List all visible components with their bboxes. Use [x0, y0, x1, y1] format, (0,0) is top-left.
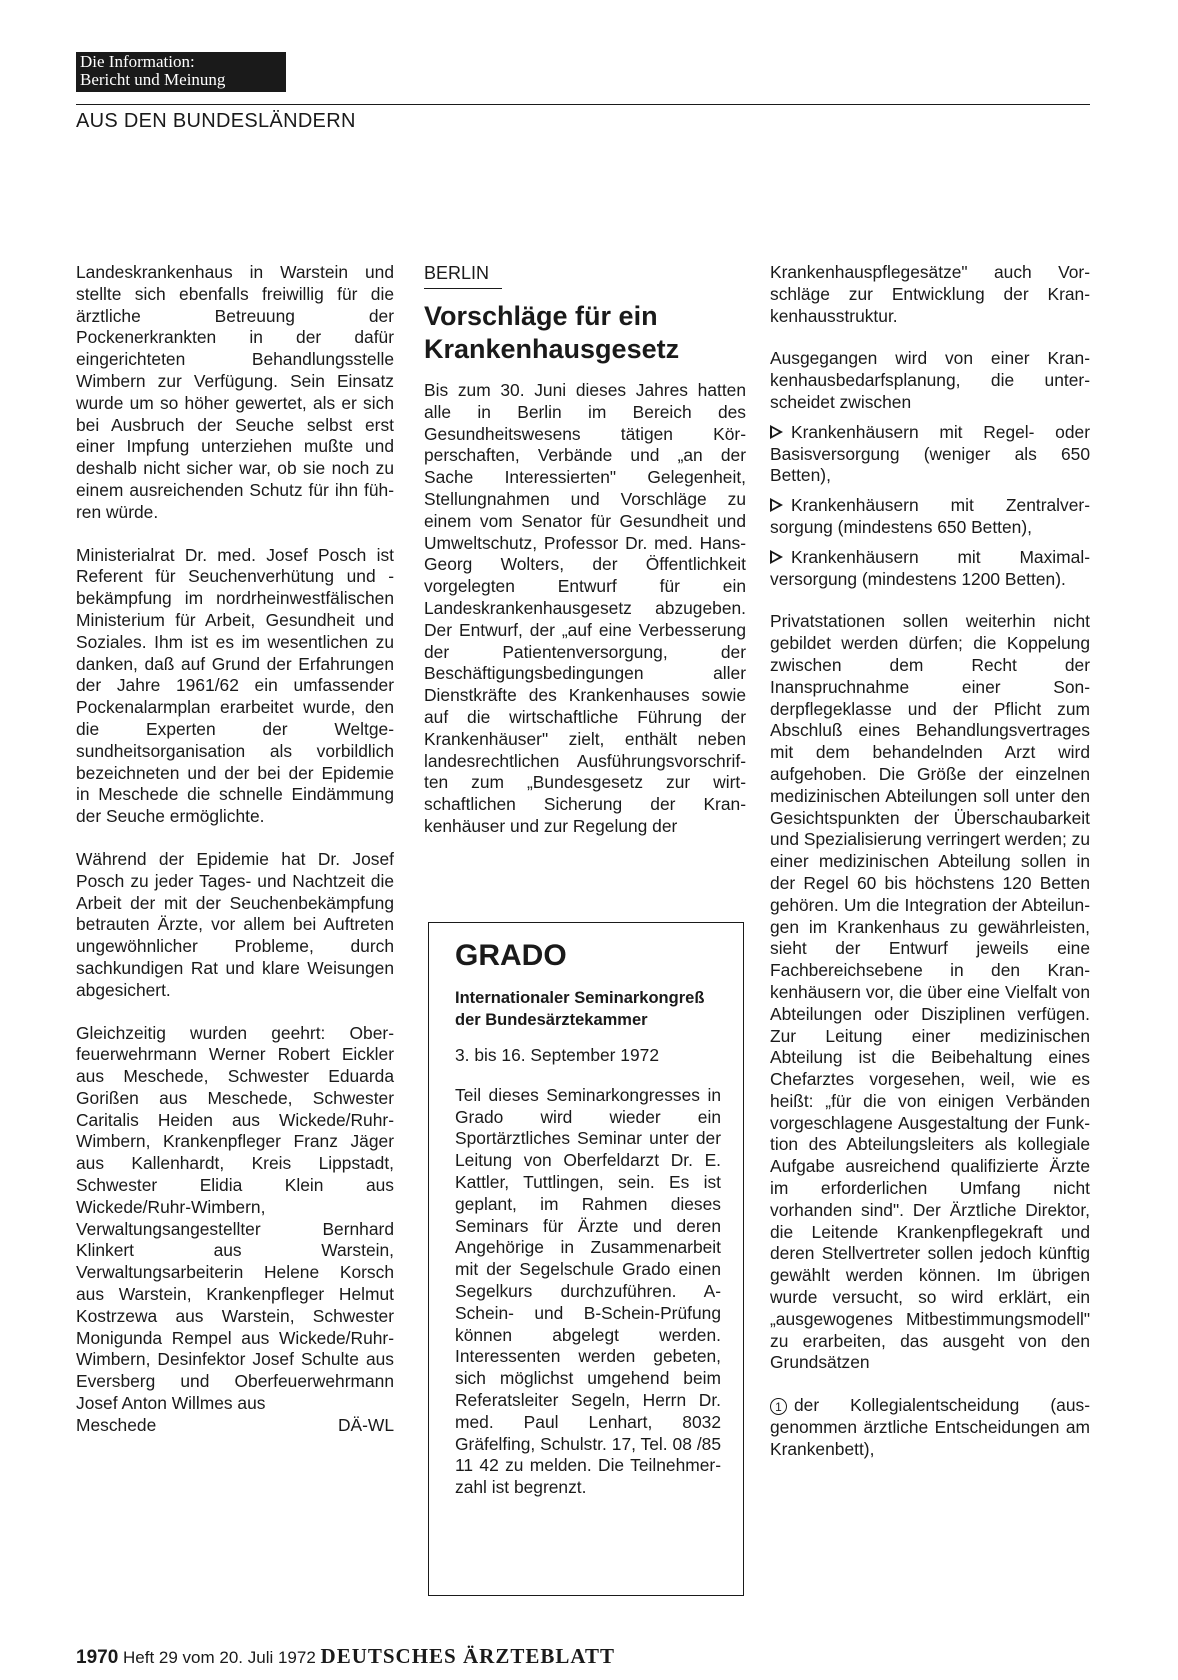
journal-name: DEUTSCHES ÄRZTEBLATT	[320, 1644, 615, 1668]
page-number: 1970	[76, 1647, 119, 1668]
column-3	[770, 262, 1090, 1482]
issue-info: Heft 29 vom 20. Juli 1972	[123, 1648, 316, 1667]
triangle-bullet-icon	[770, 498, 783, 512]
grado-notice-box	[428, 922, 744, 1596]
box-title: GRADO	[455, 939, 567, 972]
paragraph: Gleichzeitig wurden geehrt: Oberfeuerwehrmann Werner Robert Eickler aus Meschede, Schwester Eduarda Gorißen aus Meschede, Schwester Caritalis Heiden aus Wickede/Ruhr-Wimbern, Krankenpfleger Franz Jäger aus Kallenhardt, Kreis Lippstadt, Schwester Elidia Klein aus Wickede/Ruhr-Wimbern, Verwaltungsangestellter Bernhard Klinkert aus Warstein, Verwaltungsarbeiterin Helene Korsch aus Warstein, Krankenpfleger Helmut Kostrzewa aus Warstein, Schwester Monigunda Rempel aus Wickede/Ruhr-Wimbern, Desinfektor Josef Schulte aus Eversberg und Oberfeuerwehrmann Josef Anton Willmes aus	[76, 1022, 394, 1414]
bullet-text: Krankenhäusern mit Zentralversorgung (mindestens 650 Betten),	[770, 495, 1090, 537]
rubric-line-1: Die Information:	[80, 52, 195, 71]
column-2	[424, 262, 746, 859]
box-date: 3. bis 16. September 1972	[455, 1045, 659, 1065]
paragraph: Ministerialrat Dr. med. Josef Posch ist Referent für Seuchenverhütung und -bekämpfung im nordrheinwestfälischen Ministerium für Arbeit, Gesundheit und Soziales. Ihm ist es im wesentlichen zu danken, daß auf Grund der Erfahrungen der Jahre 1961/62 ein umfassender Pockenalarmplan erarbeitet wurde, den die Experten der Weltgesundheitsorganisation als vorbildlich bezeichneten und der bei der Epidemie in Meschede die schnelle Eindämmung der Seuche ermöglichte.	[76, 544, 394, 827]
article-headline: Vorschläge für ein Krankenhausgesetz	[424, 301, 680, 364]
numbered-item	[770, 1395, 1090, 1460]
kicker-rule	[424, 288, 502, 289]
rubric-line-2: Bericht und Meinung	[80, 70, 226, 89]
rubric-badge	[76, 52, 286, 92]
box-text: Teil dieses Seminarkongresses in Grado wird wieder ein Sportärztliches Seminar unter der Leitung von Oberfeldarzt Dr. E. Kattler, Tuttlingen, sein. Es ist geplant, im Rahmen dieses Seminars für Ärzte und deren Angehörige in Zusammenarbeit mit der Segelschule Grado einen Segelkurs durchzuführen. A-Schein- und B-Schein-Prüfung können abgelegt werden. Interessenten werden gebeten, sich möglichst umgehend beim Referatsleiter Segeln, Herrn Dr. med. Paul Lenhart, 8032 Gräfelfing, Schulstr. 17, Tel. 08 /85 11 42 zu melden. Die Teilnehmerzahl ist begrenzt.	[455, 1084, 721, 1498]
bullet-item	[770, 547, 1090, 591]
triangle-bullet-icon	[770, 425, 783, 439]
box-subtitle: Internationaler Seminarkongreß der Bundesärztekammer	[455, 989, 705, 1029]
paragraph: Krankenhauspflegesätze" auch Vorschläge zur Entwicklung der Krankenhausstruktur.	[770, 262, 1090, 326]
region-kicker: BERLIN	[424, 263, 490, 283]
paragraph: Während der Epidemie hat Dr. Josef Posch zu jeder Tages- und Nachtzeit die Arbeit der mit der Seuchenbekämpfung betrauten Ärzte, vor allem bei Auftreten ungewöhnlicher Probleme, durch sachkundigen Rat und klare Weisungen abgesichert.	[76, 848, 394, 1000]
section-title: AUS DEN BUNDESLÄNDERN	[76, 110, 356, 132]
paragraph: Landeskrankenhaus in Warstein und stellte sich ebenfalls freiwillig für die ärztliche Betreuung der Pockenerkrankten in der dafür eingerichteten Behandlungsstelle Wimbern zur Verfügung. Sein Einsatz wurde um so höher gewertet, als er sich bei Ausbruch der Seuche selbst erst einer Impfung unterziehen mußte und deshalb nicht sicher war, ob sie noch zu einem ausreichenden Schutz für ihn führen würde.	[76, 262, 394, 522]
bullet-text: Krankenhäusern mit Regel- oder Basisversorgung (weniger als 650 Betten),	[770, 421, 1090, 486]
circled-number-icon: 1	[770, 1398, 787, 1415]
bullet-item	[770, 495, 1090, 539]
paragraph: Ausgegangen wird von einer Krankenhausbedarfsplanung, die unterscheidet zwischen	[770, 348, 1090, 412]
header-rule	[76, 104, 1090, 105]
last-word: Meschede	[76, 1414, 157, 1435]
author-abbreviation: DÄ-WL	[337, 1414, 394, 1435]
triangle-bullet-icon	[770, 550, 783, 564]
paragraph: Bis zum 30. Juni dieses Jahres hatten alle in Berlin im Bereich des Gesundheitswesens tätigen Körperschaften, Verbände und „an der Sache Interessierten" Gelegenheit, Stellungnahmen und Vorschläge zu einem vom Senator für Gesundheit und Umweltschutz, Professor Dr. med. Hans-Georg Wolters, der Öffentlichkeit vorgelegten Entwurf für ein Landeskrankenhausgesetz abzugeben. Der Entwurf, der „auf eine Verbesserung der Patientenversorgung, der Beschäftigungsbedingungen aller Dienstkräfte des Krankenhauses sowie auf die wirtschaftliche Führung der Krankenhäuser" zielt, enthält neben landesrechtlichen Ausführungsvorschriften zum „Bundesgesetz zur wirtschaftlichen Sicherung der Krankenhäuser und zur Regelung der	[424, 380, 746, 836]
paragraph: Privatstationen sollen weiterhin nicht gebildet werden dürfen; die Koppelung zwischen dem Recht der Inanspruchnahme einer Sonderpflegeklasse und der Pflicht zum Abschluß eines Behandlungsvertrages mit dem behandelnden Arzt wird aufgehoben. Die Größe der einzelnen medizinischen Abteilungen soll unter den Gesichtspunkten der Überschaubarkeit und Spezialisierung verringert werden; zu einer medizinischen Abteilung sollen in der Regel 60 bis höchstens 120 Betten gehören. Um die Integration der Abteilungen im Krankenhaus zu gewährleisten, sieht der Entwurf jeweils eine Fachbereichsebene in den Krankenhäusern vor, die über eine Vielfalt von Abteilungen oder Disziplinen verfügen. Zur Leitung einer medizinischen Abteilung ist die Beibehaltung eines Chefarztes vorgesehen, weil, wie es heißt: „für die von einigen Verbänden vorgeschlagene Ausgestaltung der Funktion des Abteilungsleiters als kollegiale Aufgabe ausreichend qualifizierte Ärzte im erforderlichen Umfang nicht vorhanden sind". Der Ärztliche Direktor, die Leitende Krankenpflegekraft und deren Stellvertreter sollen jedoch künftig gewählt werden können. Im übrigen wurde versucht, so wird erklärt, ein „ausgewogenes Mitbestimmungsmodell" zu erarbeiten, das ausgeht von den Grundsätzen	[770, 611, 1090, 1373]
page-footer	[76, 1644, 615, 1669]
signature-line	[76, 1415, 394, 1437]
numbered-text: der Kollegialentscheidung (ausgenommen ärztliche Entscheidungen am Krankenbett),	[770, 1395, 1090, 1459]
bullet-item	[770, 422, 1090, 487]
bullet-text: Krankenhäusern mit Maximalversorgung (mindestens 1200 Betten).	[770, 546, 1090, 589]
column-1	[76, 262, 394, 1437]
